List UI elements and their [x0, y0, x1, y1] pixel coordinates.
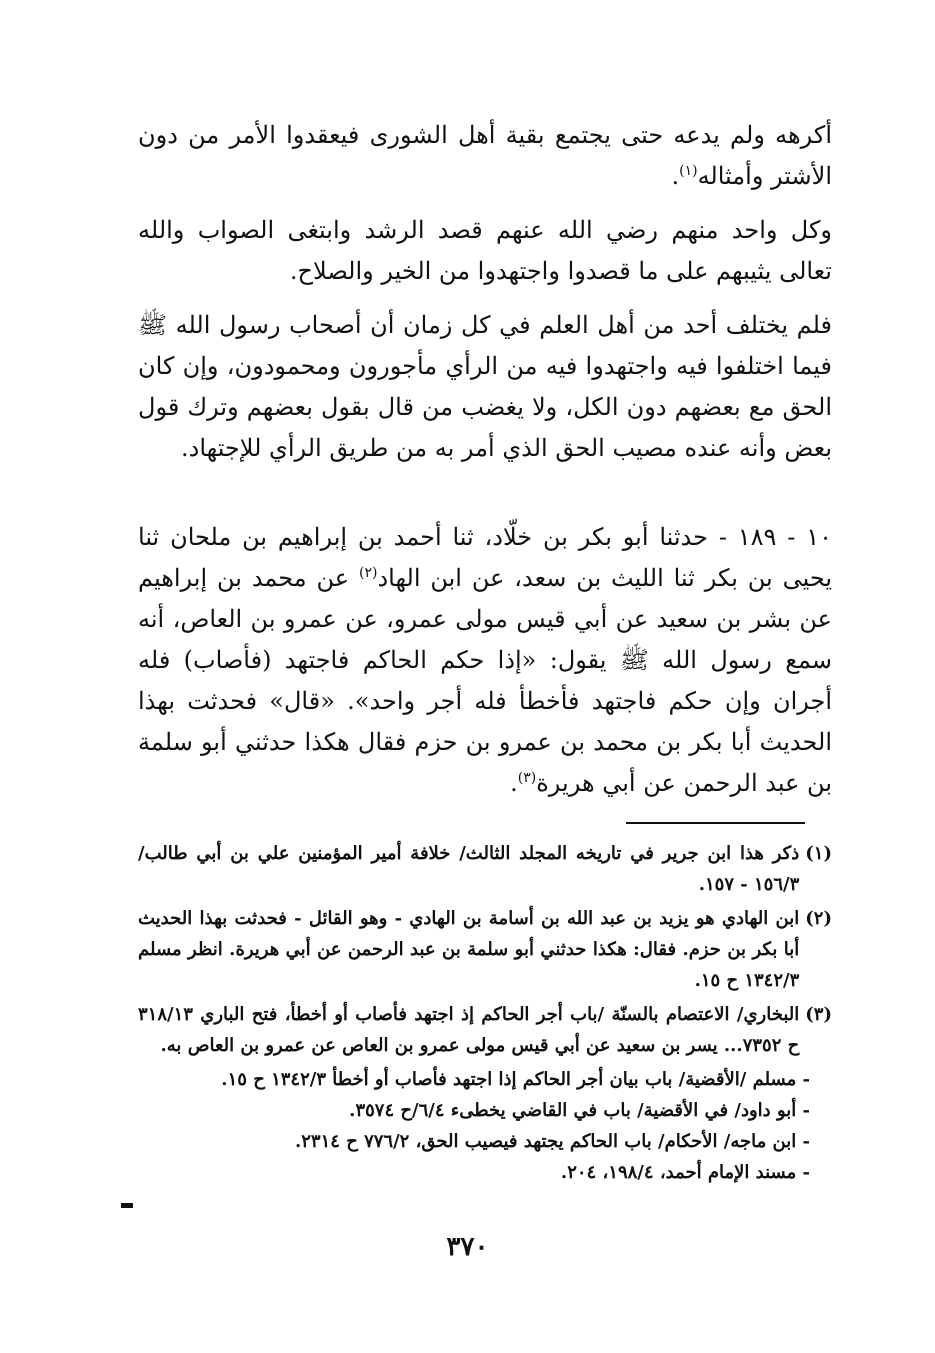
- main-text: [138, 115, 832, 804]
- page-number: ٣٧٠: [446, 1232, 489, 1262]
- footnote-number: (٣): [805, 1004, 832, 1025]
- paragraph-1-end: .: [671, 162, 680, 190]
- source-line: - أبو داود/ في الأقضية/ باب في القاضي يخطىء ٦/٤/ح ٣٥٧٤.: [349, 1100, 810, 1121]
- footnote-3: [138, 999, 832, 1061]
- source-line: - مسند الإمام أحمد، ١٩٨/٤، ٢٠٤.: [560, 1162, 810, 1183]
- hadith-end: .: [510, 769, 518, 797]
- source-line: - مسلم /الأقضية/ باب بيان أجر الحاكم إذا اجتهد فأصاب أو أخطأ ١٣٤٢/٣ ح ١٥.: [221, 1069, 810, 1090]
- footnote-body: [138, 903, 799, 996]
- hadith-text-b: عن محمد بن إبراهيم عن بشر بن سعيد عن أبي قيس مولى عمرو، عن عمرو بن العاص، أنه سمع رسول الله ﷺ يقول: «إذا حكم الحاكم فاجتهد (فأصاب) فله أجران وإن حكم فاجتهد فأخطأ فله أجر واحد». «قال» فحدثت بهذا الحديث أبا بكر بن محمد بن عمرو بن حزم فقال هكذا حدثني أبو سلمة بن عبد الرحمن عن أبي هريرة: [138, 564, 833, 797]
- footnote-text: البخاري/ الاعتصام بالسنّة /باب أجر الحاكم إذ اجتهد فأصاب أو أخطأ، فتح الباري ٣١٨/١٣ ح ٧٣٥٢... يسر بن سعيد عن أبي قيس مولى عمرو بن العاص عن عمرو بن العاص به.: [138, 1004, 800, 1056]
- footnote-text: ابن الهادي هو يزيد بن عبد الله بن أسامة بن الهادي - وهو القائل - فحدثت بهذا الحديث أبا بكر بن حزم. فقال: هكذا حدثني أبو سلمة بن عبد الرحمن عن أبي هريرة. انظر مسلم ١٣٤٢/٣ ح ١٥.: [138, 908, 800, 991]
- footnote-3-sources: [138, 1064, 832, 1188]
- hadith-paragraph: [138, 517, 832, 804]
- paragraph-2: وكل واحد منهم رضي الله عنهم قصد الرشد وابتغى الصواب والله تعالى يثيبهم على ما قصدوا واجتهدوا من الخير والصلاح.: [138, 216, 833, 285]
- footnote-body: [138, 999, 799, 1061]
- footnote-ref-2[interactable]: (٢): [358, 565, 378, 581]
- hadith-text-a: ١٠ - ١٨٩ - حدثنا أبو بكر بن خلّاد، ثنا أحمد بن إبراهيم بن ملحان ثنا يحيى بن بكر ثنا الليث بن سعد، عن ابن الهاد: [138, 523, 832, 592]
- footnote-text: ذكر هذا ابن جرير في تاريخه المجلد الثالث/ خلافة أمير المؤمنين علي بن أبي طالب/ ١٥٦/٣ - ١٥٧.: [138, 843, 800, 895]
- footnote-number: (٢): [805, 908, 832, 929]
- footnote-ref-3[interactable]: (٣): [517, 770, 537, 786]
- footnote-2: [138, 903, 832, 996]
- footnote-1: [138, 838, 832, 900]
- footnote-number: (١): [805, 843, 832, 864]
- footnote-divider: [626, 822, 805, 824]
- paragraph-1-text: أكرهه ولم يدعه حتى يجتمع بقية أهل الشورى فيعقدوا الأمر من دون الأشتر وأمثاله: [138, 121, 832, 190]
- footnotes: [138, 838, 832, 1188]
- footnote-body: [138, 838, 799, 900]
- source-line: - ابن ماجه/ الأحكام/ باب الحاكم يجتهد فيصيب الحق، ٧٧٦/٢ ح ٢٣١٤.: [294, 1131, 810, 1152]
- paragraph-1: [138, 115, 832, 197]
- paragraph-3: فلم يختلف أحد من أهل العلم في كل زمان أن أصحاب رسول الله ﷺ فيما اختلفوا فيه واجتهدوا فيه من الرأي مأجورون ومحمودون، وإن كان الحق مع بعضهم دون الكل، ولا يغضب من قال بقول بعضهم وترك قول بعض وأنه عنده مصيب الحق الذي أمر به من طريق الرأي للإجتهاد.: [138, 311, 832, 462]
- footnote-ref-1[interactable]: (١): [679, 163, 698, 179]
- margin-mark: [121, 1203, 133, 1208]
